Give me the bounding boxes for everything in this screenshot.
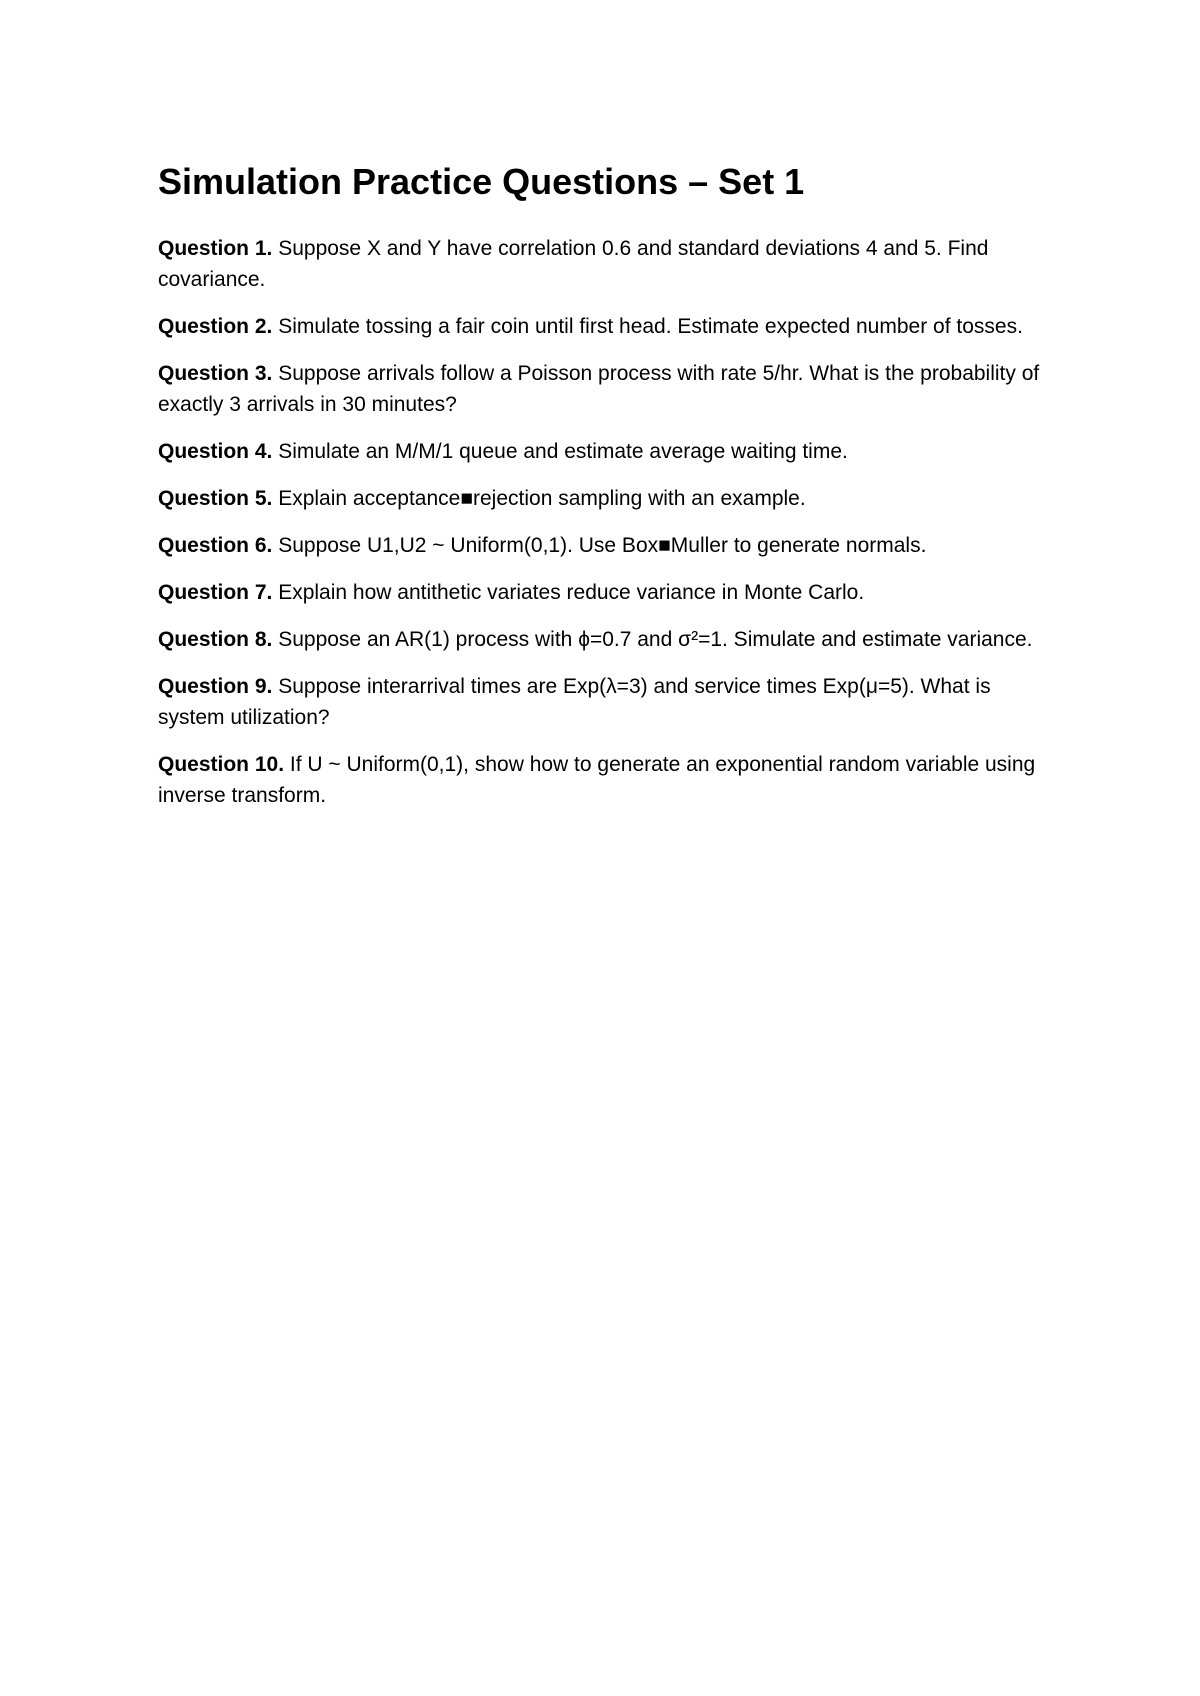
question-text: Suppose U1,U2 ~ Uniform(0,1). Use Box■Muller to generate normals. (278, 534, 927, 557)
question-label: Question 6. (158, 534, 273, 557)
question-text: Explain acceptance■rejection sampling with an example. (278, 487, 806, 510)
question-text: Suppose interarrival times are Exp(λ=3) and service times Exp(μ=5). What is system utilization? (158, 675, 991, 729)
question-10 (158, 749, 1058, 811)
question-label: Question 7. (158, 581, 273, 604)
question-4 (158, 436, 1058, 467)
question-5 (158, 483, 1058, 514)
question-text: If U ~ Uniform(0,1), show how to generate an exponential random variable using inverse transform. (158, 753, 1036, 807)
question-label: Question 5. (158, 487, 273, 510)
question-label: Question 10. (158, 753, 285, 776)
question-6 (158, 530, 1058, 561)
question-7 (158, 577, 1058, 608)
question-text: Simulate an M/M/1 queue and estimate average waiting time. (278, 440, 848, 463)
document-page (158, 158, 1058, 827)
question-text: Simulate tossing a fair coin until first head. Estimate expected number of tosses. (278, 315, 1023, 338)
question-list (158, 233, 1058, 811)
question-2 (158, 311, 1058, 342)
question-label: Question 9. (158, 675, 273, 698)
question-label: Question 4. (158, 440, 273, 463)
question-text: Explain how antithetic variates reduce variance in Monte Carlo. (278, 581, 865, 604)
question-text: Suppose arrivals follow a Poisson process with rate 5/hr. What is the probability of exactly 3 arrivals in 30 minutes? (158, 362, 1040, 416)
question-8 (158, 624, 1058, 655)
question-text: Suppose an AR(1) process with ϕ=0.7 and σ²=1. Simulate and estimate variance. (278, 628, 1033, 651)
question-label: Question 2. (158, 315, 273, 338)
question-label: Question 3. (158, 362, 273, 385)
question-text: Suppose X and Y have correlation 0.6 and standard deviations 4 and 5. Find covariance. (158, 237, 989, 291)
question-label: Question 8. (158, 628, 273, 651)
question-1 (158, 233, 1058, 295)
question-9 (158, 671, 1058, 733)
question-label: Question 1. (158, 237, 273, 260)
document-title: Simulation Practice Questions – Set 1 (158, 161, 805, 202)
question-3 (158, 358, 1058, 420)
